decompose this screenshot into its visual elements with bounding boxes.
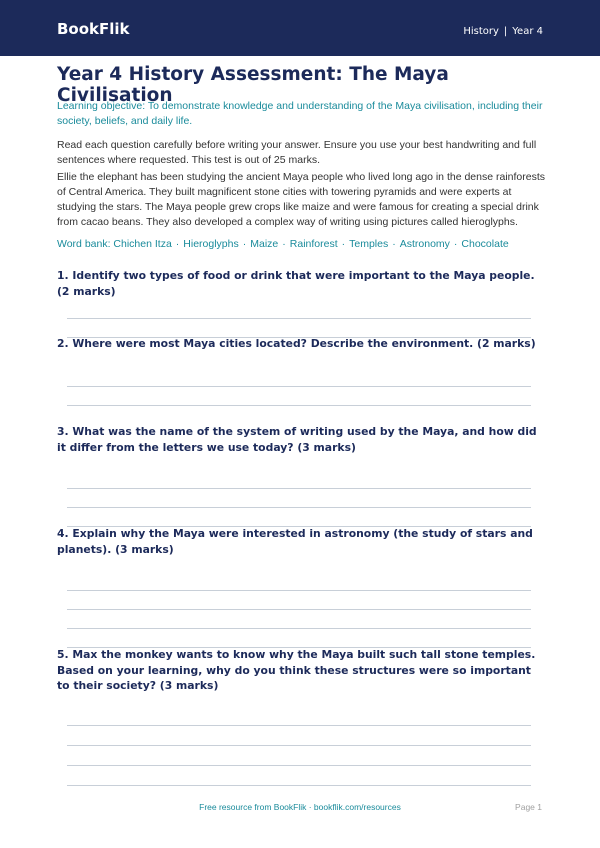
answer-line[interactable] [67,765,531,766]
learning-objective: Learning objective: To demonstrate knowledge and understanding of the Maya civilisation, including their society, beliefs, and daily life. [57,100,543,127]
word-separator: · [242,238,247,250]
word-separator: · [392,238,396,250]
page-number: Page 1 [515,802,542,812]
word-bank-word: Chocolate [461,238,509,250]
page-header [0,0,600,56]
word-bank-word: Hieroglyphs [183,238,239,250]
answer-line[interactable] [67,590,531,591]
word-bank-label: Word bank: [57,238,111,250]
word-bank-word: Astronomy [399,238,450,250]
answer-line[interactable] [67,386,531,387]
header-separator: | [503,26,508,37]
word-separator: · [175,238,180,250]
header-meta [463,26,543,37]
footer-link[interactable]: Free resource from BookFlik · bookflik.com/resources [199,802,401,812]
word-bank-word: Chichen Itza [113,238,172,250]
answer-line[interactable] [67,745,531,746]
answer-line[interactable] [67,507,531,508]
page-title: Year 4 History Assessment: The Maya Civilisation [57,64,449,106]
word-separator: · [453,238,458,250]
word-separator: · [282,238,286,250]
answer-line[interactable] [67,488,531,489]
question-1: 1. Identify two types of food or drink that were important to the Maya people. (2 marks) [57,269,535,298]
question-3: 3. What was the name of the system of writing used by the Maya, and how did it differ from the letters we use today? (3 marks) [57,425,537,454]
question-2: 2. Where were most Maya cities located? Describe the environment. (2 marks) [57,337,536,350]
question-4: 4. Explain why the Maya were interested in astronomy (the study of stars and planets). (3 marks) [57,527,533,556]
word-separator: · [341,238,346,250]
subject-label: History [463,26,499,37]
word-bank-word: Maize [250,238,279,250]
answer-line[interactable] [67,628,531,629]
answer-line[interactable] [67,318,531,319]
question-5: 5. Max the monkey wants to know why the Maya built such tall stone temples. Based on your learning, why do you think these structures were so important to their society? (3 marks) [57,648,536,692]
answer-line[interactable] [67,785,531,786]
word-bank [57,237,547,252]
answer-line[interactable] [67,609,531,610]
story-passage: Ellie the elephant has been studying the ancient Maya people who lived long ago in the dense rainforests of Central America. They built magnificent stone cities with towering pyramids and were experts at studying the stars. The Maya people grew crops like maize and were famous for creating a special drink from cacao beans. They also developed a complex way of writing using pictures called hieroglyphs. [57,171,545,228]
brand-logo[interactable]: BookFlik [57,20,130,38]
word-bank-word: Rainforest [289,238,338,250]
answer-line[interactable] [67,405,531,406]
instructions: Read each question carefully before writing your answer. Ensure you use your best handwriting and full sentences where requested. This test is out of 25 marks. [57,139,537,166]
year-label: Year 4 [512,26,543,37]
answer-line[interactable] [67,725,531,726]
word-bank-word: Temples [349,238,389,250]
